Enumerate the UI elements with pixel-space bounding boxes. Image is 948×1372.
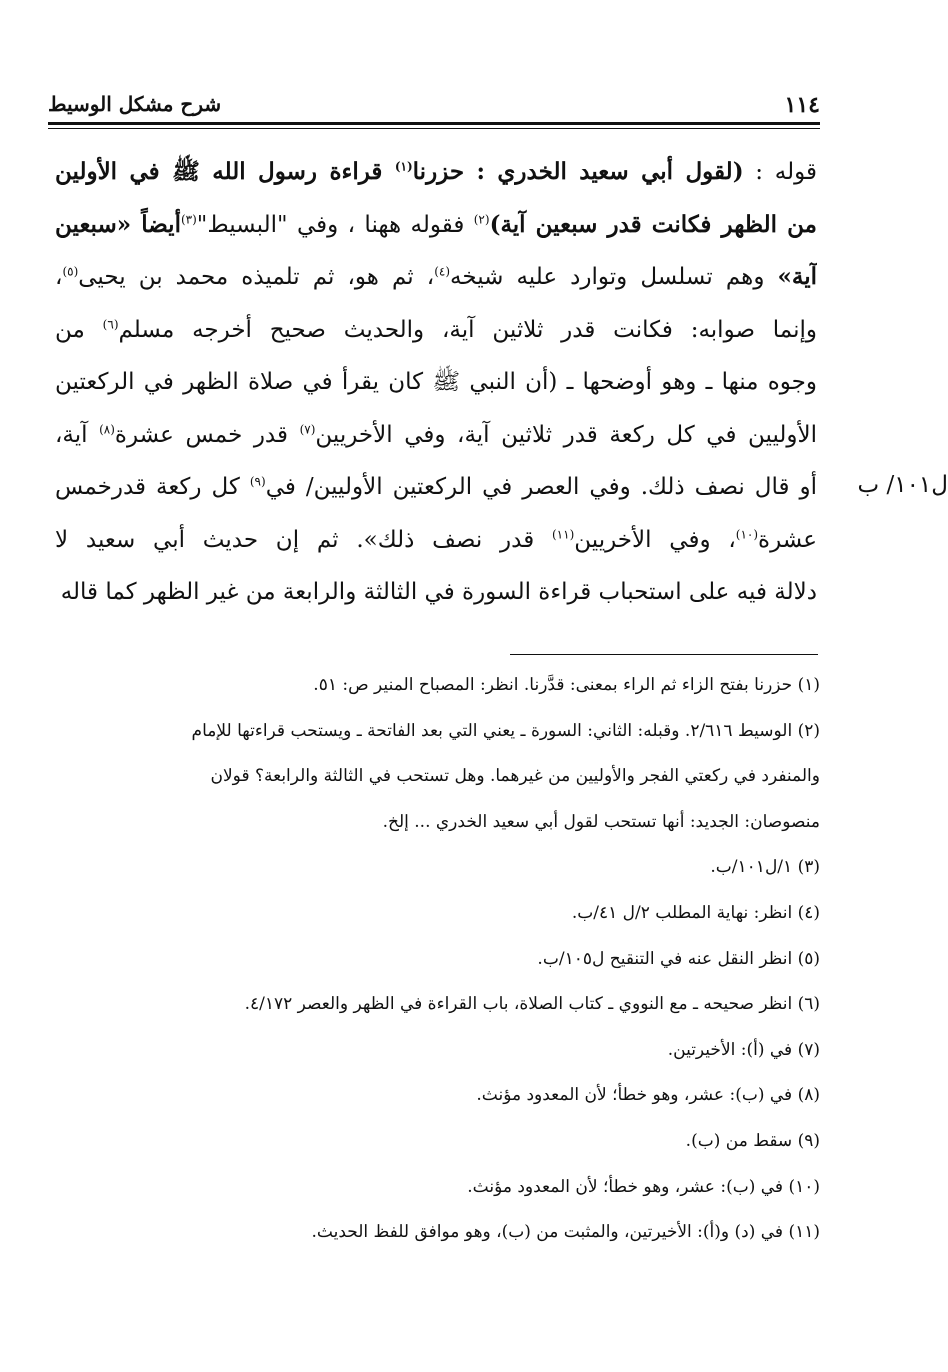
text-run: كل ركعة قدرخمس: [55, 474, 250, 500]
body-line: [55, 409, 817, 462]
text-run: فقوله ههنا ، وفي "البسيط": [196, 211, 474, 238]
footnote-line: (٥) انظر النقل عنه في التنقيح ل١٠٥/ب.: [537, 948, 820, 969]
text-run: آية،: [55, 421, 100, 448]
footnote-ref: (٤): [434, 264, 451, 279]
body-line: [55, 251, 817, 304]
body-line: [55, 356, 817, 409]
main-text: [55, 146, 817, 619]
text-run: وجوه منها ـ وهو أوضحها ـ (أن النبي ﷺ كان يقرأ في صلاة الظهر في الركعتين: [55, 369, 817, 395]
running-header: [48, 92, 820, 122]
text-run: الأوليين في كل ركعة قدر ثلاثين آية، وفي الأخريين: [315, 421, 817, 448]
footnote-line: (٣) ١/ل١٠١/ب.: [710, 857, 820, 878]
footnote-line: (١٠) في (ب): عشر، وهو خطأ؛ لأن المعدود مؤنث.: [467, 1176, 820, 1197]
footnote-ref: (١٠): [735, 526, 759, 541]
text-run: عشرة: [758, 526, 817, 553]
footnote-ref: (٣): [180, 211, 197, 226]
bold-quote: آية»: [777, 263, 817, 290]
body-line: [55, 146, 817, 199]
footnote-ref: (١): [394, 159, 413, 174]
footnote-ref: (٩): [249, 474, 266, 489]
body-line: [55, 199, 817, 252]
footnote-line: (٤) انظر: نهاية المطلب ٢/ل ٤١/ب.: [571, 903, 820, 923]
footnote-line: (٧) في (أ): الأخيرتين.: [667, 1039, 820, 1060]
footnote-line: (٦) انظر صحيحه ـ مع النووي ـ كتاب الصلاة، باب القراءة في الظهر والعصر ٤/١٧٢.: [244, 994, 820, 1015]
bold-quote: [55, 158, 744, 185]
text-run: قوله :: [743, 159, 817, 185]
text-run: ،: [55, 264, 63, 290]
text-run: من: [55, 316, 103, 343]
text-run: دلالة فيه على استحباب قراءة السورة في الثالثة والرابعة من غير الظهر كما قاله: [60, 579, 817, 605]
text-run: قراءة رسول الله ﷺ في الأولين: [55, 158, 395, 185]
text-run: وهم تسلسل وتوارد عليه شيخه: [450, 264, 778, 290]
bold-quote: أيضاً «سبعين: [55, 210, 181, 238]
bold-quote: من الظهر فكانت قدر سبعين آية): [489, 210, 817, 238]
text-run: (لقول أبي سعيد الخدري : حزرنا: [412, 158, 744, 185]
footnote-ref: (٧): [299, 421, 316, 436]
footnote-line: (٩) سقط من (ب).: [685, 1131, 820, 1151]
running-title: شرح مشكل الوسيط: [48, 92, 222, 116]
body-line: [55, 461, 817, 514]
text-run: وإنما صوابه: فكانت قدر ثلاثين آية، والحديث صحيح أخرجه مسلم: [118, 316, 817, 343]
header-rule-thin: [48, 128, 820, 129]
footnote-separator: [510, 654, 818, 655]
footnote-line: (٨) في (ب): عشر، وهو خطأ؛ لأن المعدود مؤنث.: [476, 1085, 820, 1106]
text-run: أو قال نصف ذلك. وفي العصر في الركعتين الأوليين/ في: [265, 474, 817, 500]
text-run: قدر نصف ذلك». ثم إن حديث أبي سعيد لا: [55, 526, 552, 553]
text-run: ، ثم هو، ثم تلميذه محمد بن يحيى: [78, 264, 435, 290]
footnote-ref: (٥): [62, 264, 79, 279]
footnote-ref: (٨): [99, 421, 115, 436]
footnote-ref: (١١): [551, 526, 575, 541]
footnote-line: (١) حزرنا بفتح الزاء ثم الراء بمعنى: قدَّرنا. انظر: المصباح المنير ص: ٥١.: [313, 675, 820, 695]
footnote-line: منصوصان: الجديد: أنها تستحب لقول أبي سعيد الخدري ... إلخ.: [382, 811, 820, 832]
footnote-line: والمنفرد في ركعتي الفجر والأوليين من غيرهما. وهل تستحب في الثالثة والرابعة؟ قولان: [210, 766, 820, 787]
footnote-ref: (٦): [102, 316, 119, 331]
text-run: قدر خمس عشرة: [114, 421, 300, 448]
footnote-line: (٢) الوسيط ٢/٦١٦. وقبله: الثاني: السورة ـ يعني التي بعد الفاتحة ـ ويستحب قراءتها للإمام: [191, 720, 820, 741]
body-line: [55, 566, 817, 619]
footnote-line: (١١) في (د) و(أ): الأخيرتين، والمثبت من (ب)، وهو موافق للفظ الحديث.: [311, 1222, 820, 1243]
margin-folio-note: ل١٠١/ ب: [857, 472, 948, 498]
footnote-ref: (٢): [473, 211, 490, 226]
header-rule-thick: [48, 122, 820, 125]
text-run: ، وفي الأخريين: [574, 526, 736, 553]
body-line: [55, 304, 817, 357]
page-number: ١١٤: [784, 92, 820, 118]
body-line: [55, 514, 817, 567]
